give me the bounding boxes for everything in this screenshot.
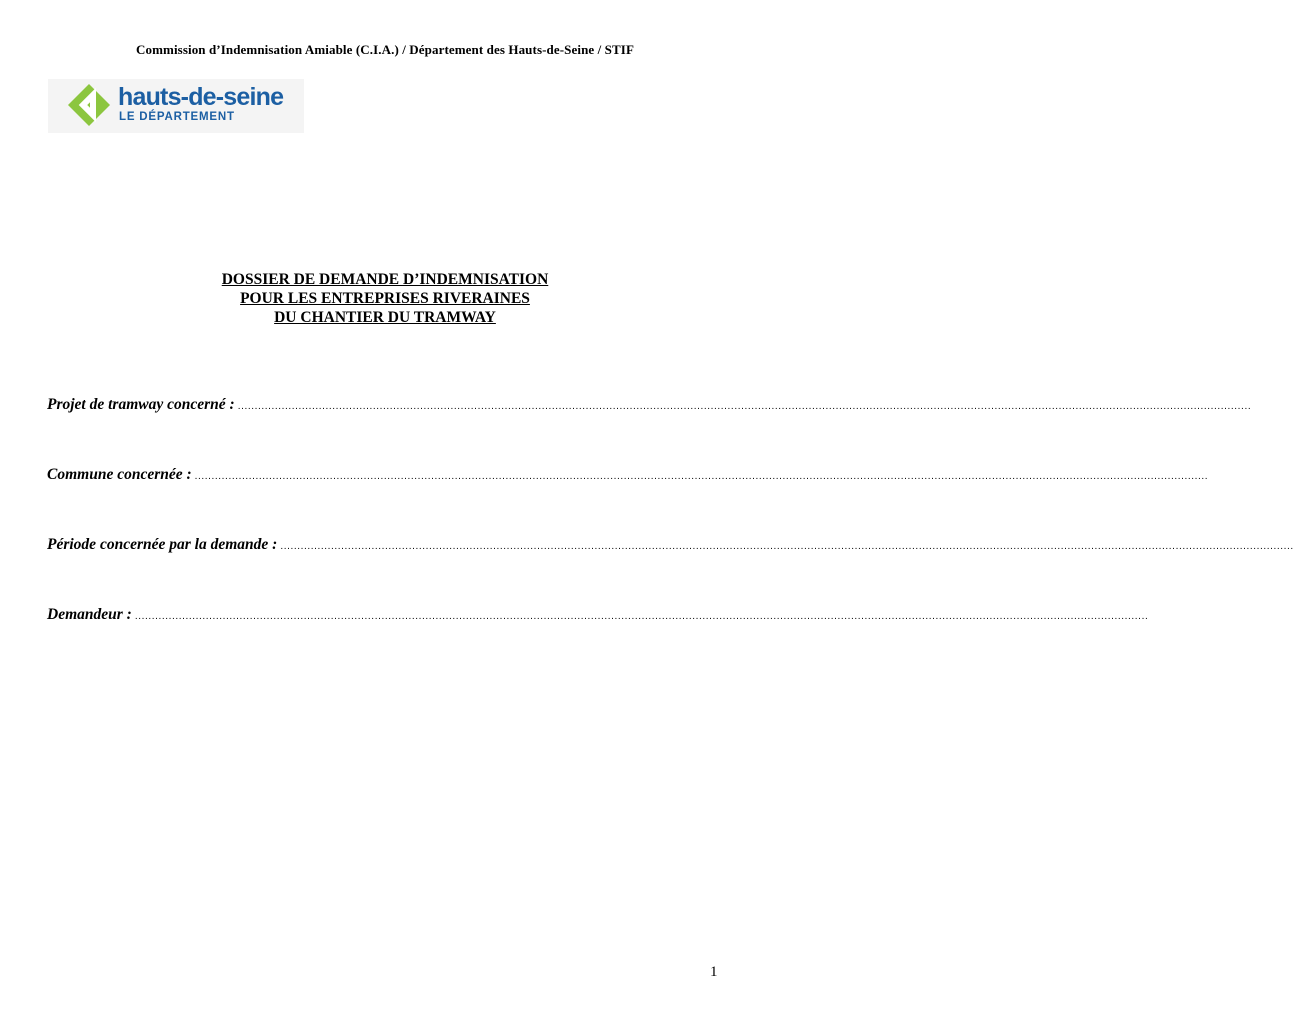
department-logo — [48, 79, 304, 133]
field-label: Demandeur : — [47, 606, 132, 623]
fill-in-dotted-line[interactable]: ............................................................................................................................................................................................................................................................................................................ — [194, 471, 1209, 482]
field-label: Commune concernée : — [47, 466, 192, 483]
fill-in-dotted-line[interactable]: ............................................................................................................................................................................................................................................................................................................ — [237, 401, 1252, 412]
title-line-1: DOSSIER DE DEMANDE D’INDEMNISATION — [221, 271, 549, 288]
fill-in-dotted-line[interactable]: ............................................................................................................................................................................................................................................................................................................ — [280, 541, 1294, 552]
field-label: Période concernée par la demande : — [47, 536, 278, 553]
title-line-3: DU CHANTIER DU TRAMWAY — [274, 309, 496, 326]
field-commune — [47, 466, 1209, 484]
field-label: Projet de tramway concerné : — [47, 396, 235, 413]
page-number: 1 — [710, 964, 718, 980]
title-line-2: POUR LES ENTREPRISES RIVERAINES — [240, 290, 530, 307]
field-projet-tramway — [47, 396, 1252, 414]
hauts-de-seine-logo-mark-icon — [66, 82, 112, 128]
running-header: Commission d’Indemnisation Amiable (C.I.A.) / Département des Hauts-de-Seine / STIF — [136, 42, 634, 57]
fill-in-dotted-line[interactable]: ............................................................................................................................................................................................................................................................................................................ — [134, 611, 1149, 622]
logo-name: hauts-de-seine — [118, 83, 284, 111]
document-title — [0, 270, 770, 327]
field-demandeur — [47, 606, 1149, 624]
field-periode — [47, 536, 1294, 554]
logo-subtitle: LE DÉPARTEMENT — [119, 111, 235, 123]
